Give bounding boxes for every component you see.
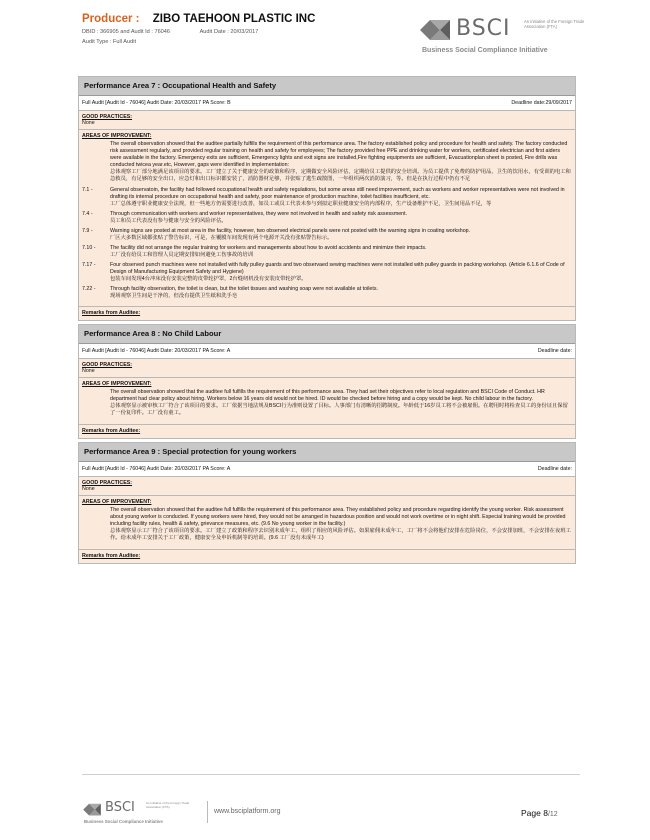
finding-item <box>82 187 572 208</box>
finding-item <box>82 211 572 225</box>
pa9-deadline: Deadline date: <box>537 466 572 472</box>
producer-name: ZIBO TAEHOON PLASTIC INC <box>152 13 316 25</box>
pa8-good-practices <box>79 359 575 378</box>
observation-en: The overall observation showed that the auditee full fulfills the requirement of this performance area. They had set their objectives refer to local regulation and BSCI Code of Conduct. HR department had clear policy about hiring. Workers below 16 years old would not be hired. ID would be checked before hiring and a copy would be kept. No child labour in the factory. <box>110 389 545 402</box>
finding-item <box>82 262 572 283</box>
finding-code: 7.10 - <box>82 245 96 251</box>
observation-zh: 总体观察显示被审核工厂符合了该项目的要求。工厂依据当地法规及BSCI行为准则设置了目标。人事部门有清晰的招聘制度。年龄低于16岁员工将不会被雇佣。在聘用时将检查员工的身份证且保留了一份复印件。工厂没有童工。 <box>110 403 568 416</box>
finding-zh: 员工和员工代表没有参与健康与安全的风险评估。 <box>110 218 227 224</box>
pa7-observation <box>82 141 572 183</box>
footer-logo-word: BSCI <box>105 800 135 815</box>
finding-en: Warning signs are posted at most area in the facility, however, two observed electrical panels were not posted with the warning signs in coating workshop. <box>110 228 471 234</box>
pa7-audit-info: Full Audit [Audit Id - 76046] Audit Date: 20/03/2017 PA Score: B <box>82 100 231 106</box>
pa7-audit-row <box>79 96 575 111</box>
good-practices-value: None <box>82 120 95 126</box>
producer-line <box>82 13 315 25</box>
pa9-remarks-label: Remarks from Auditee: <box>79 550 575 563</box>
pa7-title: Performance Area 7 : Occupational Health and Safety <box>79 77 575 96</box>
footer-website-link[interactable]: www.bsciplatform.org <box>214 808 281 815</box>
page-total: /12 <box>547 811 558 818</box>
finding-zh: 现场观察卫生间是干净的，但没有提供卫生纸和洗手皂 <box>110 293 238 299</box>
dbid-text: DBID : 366905 and Audit Id : 76046 <box>82 29 171 35</box>
page-header <box>0 0 650 66</box>
finding-body <box>110 187 572 208</box>
bsci-logo-word: BSCI <box>456 16 511 41</box>
finding-en: The facility did not arrange the regular training for workers and managements about how to avoid accidents and minimize their impacts. <box>110 245 427 251</box>
pa8-deadline: Deadline date: <box>537 348 572 354</box>
finding-item <box>82 228 572 242</box>
pa8-remarks-label: Remarks from Auditee: <box>79 425 575 438</box>
pa9-audit-info: Full Audit [Audit Id - 76046] Audit Date: 20/03/2017 PA Score: A <box>82 466 231 472</box>
finding-en: Four observed punch machines were not installed with fully pulley guards and two observaed sewing machines were not installed with pulley guards in packing workshop. (Article 6.1.6 of Code of Design of Manufacturing Equipment Safety and Hygiene) <box>110 262 565 275</box>
footer-logo-subtext: An initiative of the Foreign Trade Association (FTA) <box>146 801 190 809</box>
report-content <box>78 76 576 564</box>
bsci-logo <box>418 16 588 60</box>
finding-zh: 工厂总体遵守职业健康安全法规，但一些地方仍需要进行改善，如员工或员工代表未参与到拟定职业健康安全的内部程序，生产设备维护不足，卫生间用品不足，等 <box>110 201 492 207</box>
finding-body <box>110 228 572 242</box>
producer-label: Producer : <box>82 13 140 25</box>
finding-body <box>110 245 572 259</box>
performance-area-8 <box>78 324 576 439</box>
footer-logo-tagline: Business Social Compliance Initiative <box>84 819 163 824</box>
aoi-label: AREAS OF IMPROVEMENT: <box>82 381 152 387</box>
page-current: 8 <box>543 808 548 818</box>
performance-area-7 <box>78 76 576 321</box>
pa7-deadline: Deadline date:29/09/2017 <box>511 100 572 106</box>
pa8-areas-of-improvement <box>79 378 575 425</box>
finding-code: 7.1 - <box>82 187 93 193</box>
footer-divider <box>207 801 208 823</box>
bsci-mark-icon <box>418 16 452 42</box>
good-practices-label: GOOD PRACTICES: <box>82 480 133 486</box>
pa8-title: Performance Area 8 : No Child Labour <box>79 325 575 344</box>
observation-zh: 总体观察显示工厂符合了该项目的要求。工厂建立了政策和程序去识别未成年工，组织了相应的风险评估。如果雇佣未成年工，工厂将不会将他们安排在危险岗位，不会安排加班，不会安排在夜班工作。给未成年工安排关于工厂政策，健康安全及申诉机制等的培训。(9.6 工厂没有未成年工) <box>110 528 571 541</box>
observation-en: The overall observation showed that the auditee partially fulfills the requirement of this performance area. The factory established policy and procedure for health and safety. The factory conducted risk assessment regularly, and provided regular training on health and safety for employees; The factory provided free PPE and drinking water for workers, certificated electrician and first aiders were available in the factory. Emergency exits are sufficient, Emergency lights and exit signs are installed,Fire fighting equipments are sufficient, Evacuationplan sheet is posted, Fire drills was conducted twicea year.etc, However, gaps were identified in implementation: <box>110 141 568 168</box>
audit-date-text: Audit Date : 20/03/2017 <box>199 29 259 35</box>
finding-item <box>82 286 572 300</box>
page-label: Page <box>521 808 541 818</box>
finding-code: 7.17 - <box>82 262 96 268</box>
observation-zh: 总体观察工厂部分地满足该项目的要求。工厂建立了关于健康安全的政策和程序，定期做安全风险评估，定期给员工提供的安全培训。为员工提供了免费的防护用品，卫生的饮用水，有受训的电工和急救员，有足够的安全出口，应急灯和出口标识都安装了，消防器材足够，并张贴了逃生疏散图，一年组织两次消防演习，等。但是在执行过程中仍有不足 <box>110 169 571 182</box>
finding-zh: 工厂没有给员工和管理人员定期安排如何避免工伤事故的培训 <box>110 252 254 258</box>
page-number <box>521 808 558 818</box>
good-practices-value: None <box>82 486 95 492</box>
bsci-mark-icon <box>82 801 102 817</box>
good-practices-label: GOOD PRACTICES: <box>82 114 133 120</box>
pa8-observation <box>82 389 572 417</box>
pa9-areas-of-improvement <box>79 496 575 550</box>
finding-en: Through facility observation, the toilet is clean, but the toilet tissues and washing soap were not available at toilets. <box>110 286 378 292</box>
pa9-audit-row <box>79 462 575 477</box>
aoi-label: AREAS OF IMPROVEMENT: <box>82 133 152 139</box>
footer-bsci-logo <box>82 801 202 827</box>
finding-body <box>110 211 572 225</box>
aoi-label: AREAS OF IMPROVEMENT: <box>82 499 152 505</box>
pa7-areas-of-improvement <box>79 130 575 307</box>
bsci-logo-tagline: Business Social Compliance Initiative <box>422 47 548 54</box>
finding-body <box>110 262 572 283</box>
pa9-observation <box>82 507 572 542</box>
footer-rule <box>82 774 580 775</box>
finding-zh: 包装车间发现4台冲床没有安装完整的皮带轮护罩，2台缝纫机没有安装皮带轮护罩。 <box>110 276 307 282</box>
good-practices-value: None <box>82 368 95 374</box>
good-practices-label: GOOD PRACTICES: <box>82 362 133 368</box>
finding-code: 7.22 - <box>82 286 96 292</box>
pa9-title: Performance Area 9 : Special protection for young workers <box>79 443 575 462</box>
audit-type-text: Audit Type : Full Audit <box>82 39 137 45</box>
pa7-good-practices <box>79 111 575 130</box>
audit-meta-line <box>82 29 258 35</box>
finding-zh: 厂区大多数区域都张贴了警告标识，可是，在覆膜车间发现有两个电源开关没有张贴警告标示。 <box>110 235 333 241</box>
observation-en: The overall observation showed that the auditee full fulfills the requirement of this performance area. They established policy and procedure regarding identify the young worker. Risk assessment about young worker is conducted. If young workers were hired, they would not be arranged in hazardous position and would not work overtime or in night shift. Especial training would be provided including facility rules, health & safety, grievance measures, etc. (9.6 No young worker in the facility.) <box>110 507 566 527</box>
finding-en: Through communication with workers and worker representatives, they were not involved in health and safety risk assessment. <box>110 211 408 217</box>
pa7-remarks-label: Remarks from Auditee: <box>79 307 575 320</box>
pa9-good-practices <box>79 477 575 496</box>
pa8-audit-row <box>79 344 575 359</box>
finding-code: 7.9 - <box>82 228 93 234</box>
finding-body <box>110 286 572 300</box>
performance-area-9 <box>78 442 576 564</box>
pa8-audit-info: Full Audit [Audit Id - 76046] Audit Date: 20/03/2017 PA Score: A <box>82 348 231 354</box>
finding-item <box>82 245 572 259</box>
finding-code: 7.4 - <box>82 211 93 217</box>
bsci-logo-subtext: An initiative of the Foreign Trade Association (FTA) <box>524 19 585 29</box>
finding-en: General observatoin, the facility had followed occupational health and safety regulations, but some areas still need improvement, such as workers and worker representatives were not involved in drafting its internal procedure on occupational health and safety, poor maintenance of production machine, toilet facilities insufficient, etc. <box>110 187 565 200</box>
